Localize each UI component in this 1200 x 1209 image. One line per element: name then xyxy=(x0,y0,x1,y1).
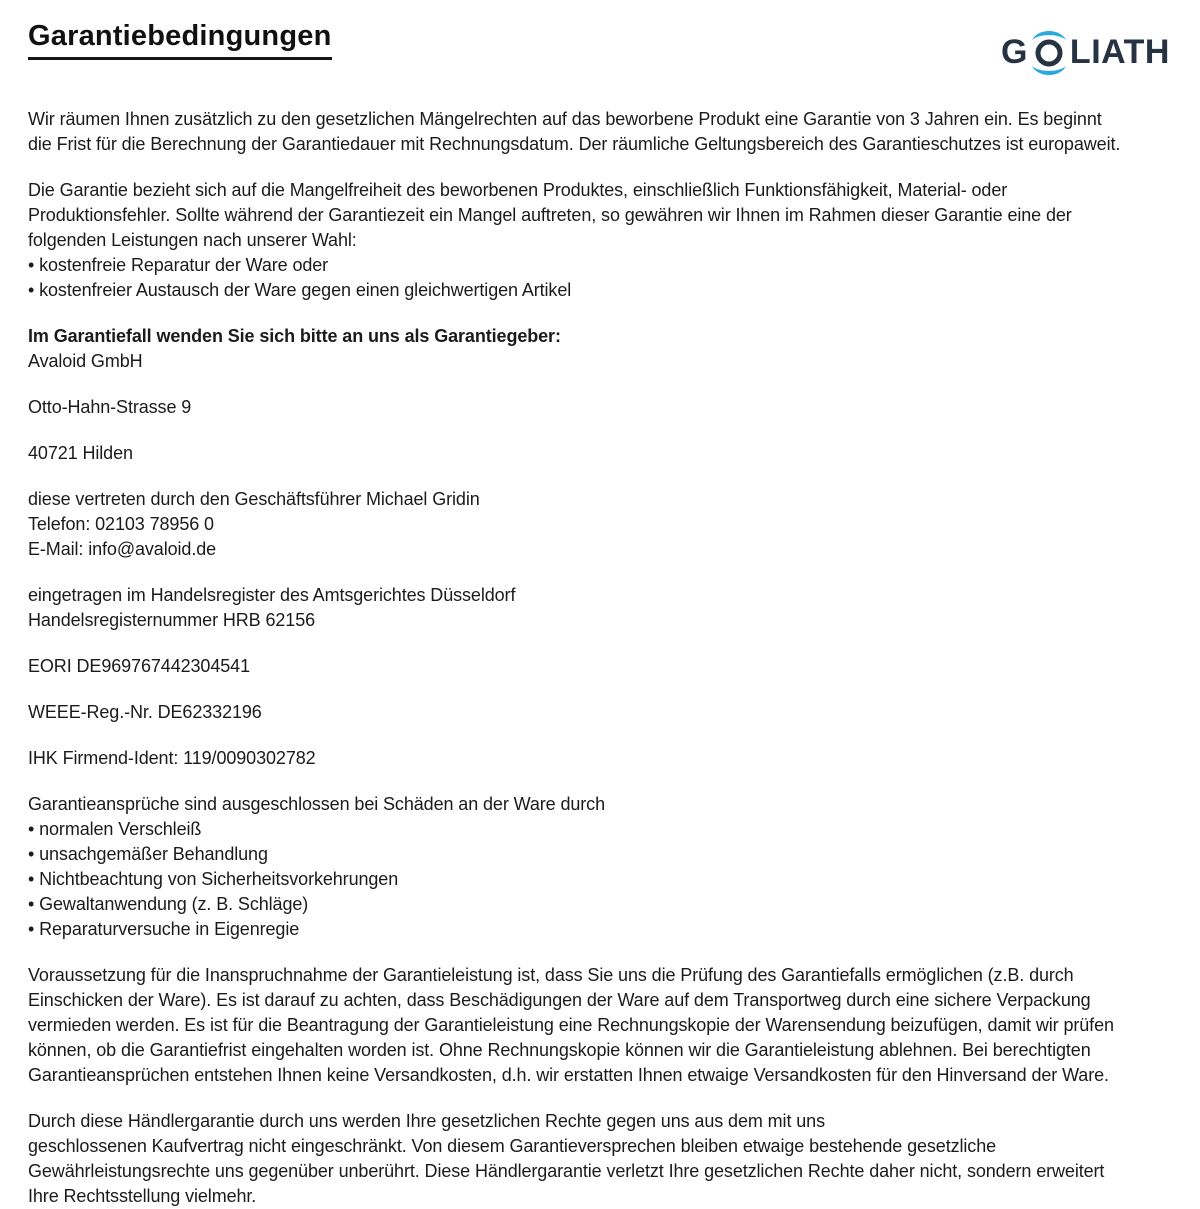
text-line: vermieden werden. Es ist für die Beantragung der Garantieleistung eine Rechnungskopie der Warensendung beizufügen, damit wir prüfen xyxy=(28,1015,1114,1035)
text-line: Garantieansprüchen entstehen Ihnen keine Versandkosten, d.h. wir erstatten Ihnen etwaige Versandkosten für den Hinversand der Ware. xyxy=(28,1065,1109,1085)
logo-text-g: G xyxy=(1000,32,1028,71)
text-block xyxy=(28,654,1172,679)
text-line: Ihre Rechtsstellung vielmehr. xyxy=(28,1186,257,1206)
text-line: EORI DE969767442304541 xyxy=(28,656,250,676)
text-line: Telefon: 02103 78956 0 xyxy=(28,514,214,534)
text-block xyxy=(28,107,1172,157)
text-line: geschlossenen Kaufvertrag nicht eingeschränkt. Von diesem Garantieversprechen bleiben etwaige bestehende gesetzliche xyxy=(28,1136,997,1156)
text-block xyxy=(28,441,1172,466)
text-line: Wir räumen Ihnen zusätzlich zu den gesetzlichen Mängelrechten auf das beworbene Produkt eine Garantie von 3 Jahren ein. Es beginnt xyxy=(28,109,1102,129)
document-header xyxy=(28,20,1172,79)
text-line: Gewährleistungsrechte uns gegenüber unberührt. Diese Händlergarantie verletzt Ihre gesetzlichen Rechte daher nicht, sondern erweitert xyxy=(28,1161,1105,1181)
document-body xyxy=(28,107,1172,1209)
text-line: 40721 Hilden xyxy=(28,443,133,463)
bullet-line: • normalen Verschleiß xyxy=(28,819,202,839)
text-line: Handelsregisternummer HRB 62156 xyxy=(28,610,316,630)
text-line: Avaloid GmbH xyxy=(28,351,143,371)
text-line: Durch diese Händlergarantie durch uns werden Ihre gesetzlichen Rechte gegen uns aus dem mit uns xyxy=(28,1111,825,1131)
text-line: folgenden Leistungen nach unserer Wahl: xyxy=(28,230,357,250)
text-line: IHK Firmend-Ident: 119/0090302782 xyxy=(28,748,316,768)
logo-top-arc xyxy=(1032,31,1066,40)
bullet-line: • Gewaltanwendung (z. B. Schläge) xyxy=(28,894,309,914)
logo-bottom-arc xyxy=(1032,66,1066,75)
company-logo xyxy=(1001,24,1170,79)
page-title: Garantiebedingungen xyxy=(28,20,332,60)
text-line: die Frist für die Berechnung der Garantiedauer mit Rechnungsdatum. Der räumliche Geltungsbereich des Garantieschutzes ist europaweit. xyxy=(28,134,1121,154)
text-line: Produktionsfehler. Sollte während der Garantiezeit ein Mangel auftreten, so gewähren wir Ihnen im Rahmen dieser Garantie eine der xyxy=(28,205,1072,225)
text-line: Die Garantie bezieht sich auf die Mangelfreiheit des beworbenen Produktes, einschließlich Funktionsfähigkeit, Material- oder xyxy=(28,180,1008,200)
text-line: Voraussetzung für die Inanspruchnahme der Garantieleistung ist, dass Sie uns die Prüfung des Garantiefalls ermöglichen (z.B. durch xyxy=(28,965,1074,985)
text-line: diese vertreten durch den Geschäftsführer Michael Gridin xyxy=(28,489,480,509)
logo-o-icon xyxy=(1029,27,1069,79)
text-block xyxy=(28,963,1172,1088)
bullet-line: • unsachgemäßer Behandlung xyxy=(28,844,268,864)
text-block xyxy=(28,324,1172,374)
text-line: eingetragen im Handelsregister des Amtsgerichtes Düsseldorf xyxy=(28,585,516,605)
text-block xyxy=(28,395,1172,420)
text-block xyxy=(28,1109,1172,1209)
text-line: E-Mail: info@avaloid.de xyxy=(28,539,217,559)
text-block xyxy=(28,487,1172,562)
text-line: Im Garantiefall wenden Sie sich bitte an uns als Garantiegeber: xyxy=(28,326,561,346)
text-block xyxy=(28,178,1172,303)
text-line: WEEE-Reg.-Nr. DE62332196 xyxy=(28,702,262,722)
text-line: können, ob die Garantiefrist eingehalten worden ist. Ohne Rechnungskopie können wir die Garantieleistung ablehnen. Bei berechtigten xyxy=(28,1040,1091,1060)
text-block xyxy=(28,746,1172,771)
text-block xyxy=(28,700,1172,725)
text-line: Einschicken der Ware). Es ist darauf zu achten, dass Beschädigungen der Ware auf dem Transportweg durch eine sichere Verpackung xyxy=(28,990,1091,1010)
bullet-line: • Reparaturversuche in Eigenregie xyxy=(28,919,300,939)
bullet-line: • kostenfreier Austausch der Ware gegen einen gleichwertigen Artikel xyxy=(28,280,572,300)
bullet-line: • kostenfreie Reparatur der Ware oder xyxy=(28,255,329,275)
text-block xyxy=(28,583,1172,633)
text-line: Garantieansprüche sind ausgeschlossen bei Schäden an der Ware durch xyxy=(28,794,605,814)
bullet-line: • Nichtbeachtung von Sicherheitsvorkehrungen xyxy=(28,869,399,889)
logo-o-ring xyxy=(1038,42,1060,64)
logo-text-liath: LIATH xyxy=(1069,32,1170,71)
text-block xyxy=(28,792,1172,942)
text-line: Otto-Hahn-Strasse 9 xyxy=(28,397,192,417)
